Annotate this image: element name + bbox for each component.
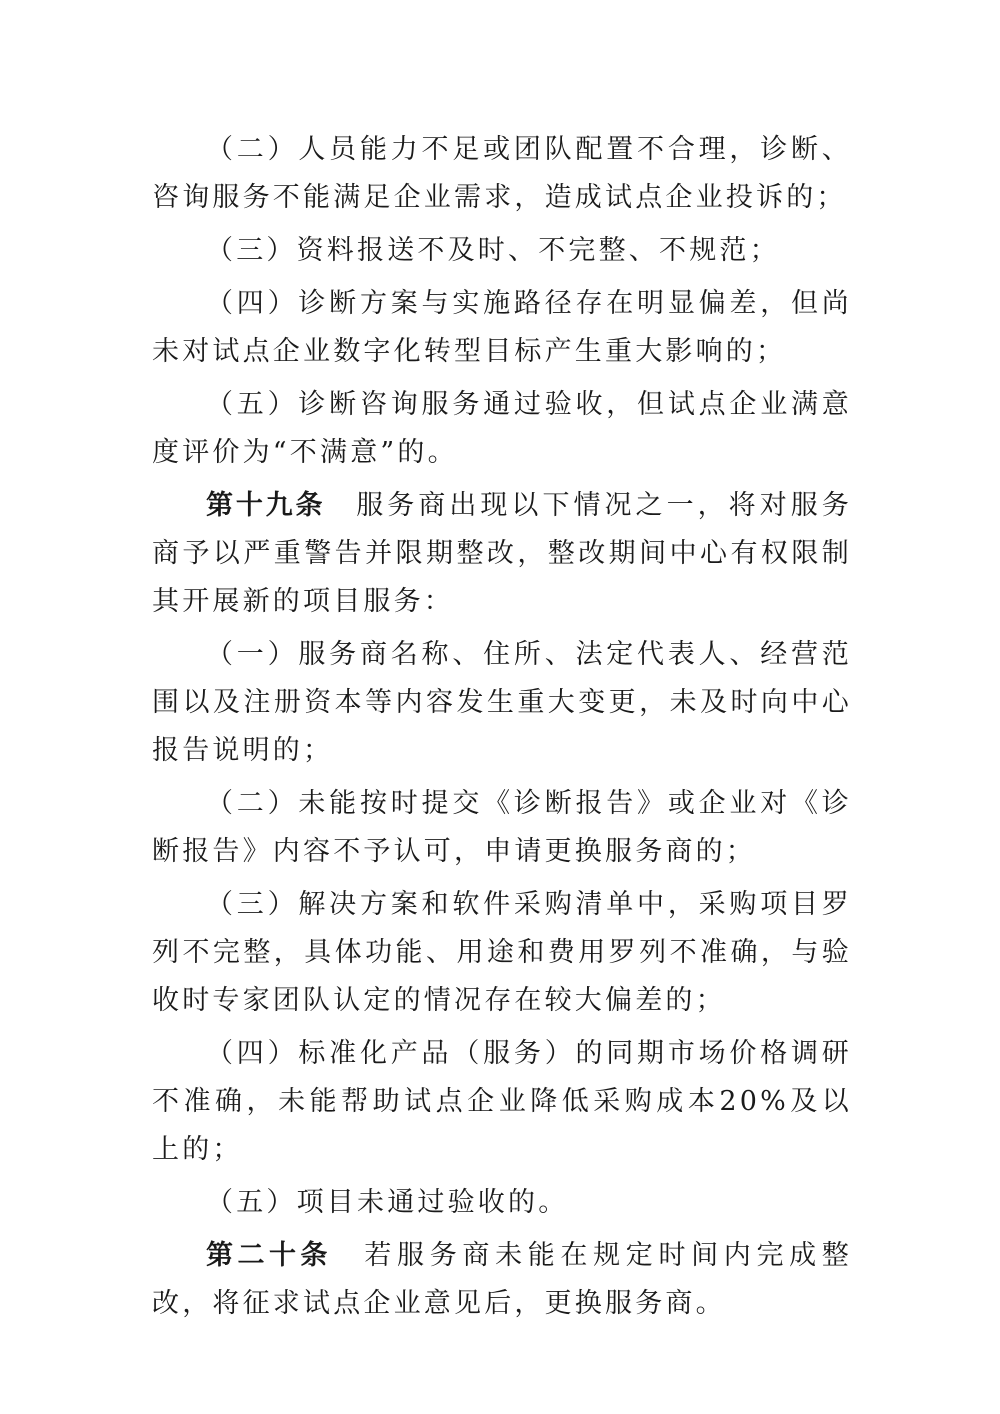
article-19-heading: 第十九条	[206, 490, 326, 521]
clause-paragraph	[152, 381, 852, 477]
article-19-body: 服务商出现以下情况之一，将对服务商予以严重警告并限期整改，整改期间中心有权限制其开展新的项目服务：	[152, 490, 852, 617]
article-19-item	[152, 1030, 852, 1174]
article-20-paragraph	[152, 1232, 852, 1328]
article-20-heading: 第二十条	[206, 1240, 332, 1271]
clause-paragraph	[152, 126, 852, 222]
item-text: （五）项目未通过验收的。	[206, 1187, 569, 1218]
clause-text: （五）诊断咨询服务通过验收，但试点企业满意度评价为“不满意”的。	[152, 389, 852, 468]
clause-text: （四）诊断方案与实施路径存在明显偏差，但尚未对试点企业数字化转型目标产生重大影响的；	[152, 288, 852, 367]
clause-paragraph	[152, 280, 852, 376]
document-body	[152, 126, 852, 1333]
item-text: （二）未能按时提交《诊断报告》或企业对《诊断报告》内容不予认可，申请更换服务商的；	[152, 788, 852, 867]
item-text: （四）标准化产品（服务）的同期市场价格调研不准确，未能帮助试点企业降低采购成本20%及以上的；	[152, 1038, 852, 1165]
clause-text: （三）资料报送不及时、不完整、不规范；	[206, 235, 780, 266]
clause-paragraph	[152, 227, 852, 275]
article-19-item	[152, 1179, 852, 1227]
article-20-body: 若服务商未能在规定时间内完成整改，将征求试点企业意见后，更换服务商。	[152, 1240, 853, 1319]
item-text: （一）服务商名称、住所、法定代表人、经营范围以及注册资本等内容发生重大变更，未及时向中心报告说明的；	[152, 639, 852, 766]
article-19-item	[152, 631, 852, 775]
article-19-item	[152, 881, 852, 1025]
clause-text: （二）人员能力不足或团队配置不合理，诊断、咨询服务不能满足企业需求，造成试点企业投诉的；	[152, 134, 852, 213]
item-text: （三）解决方案和软件采购清单中，采购项目罗列不完整，具体功能、用途和费用罗列不准确，与验收时专家团队认定的情况存在较大偏差的；	[152, 889, 852, 1016]
article-19-item	[152, 780, 852, 876]
article-19-paragraph	[152, 482, 852, 626]
